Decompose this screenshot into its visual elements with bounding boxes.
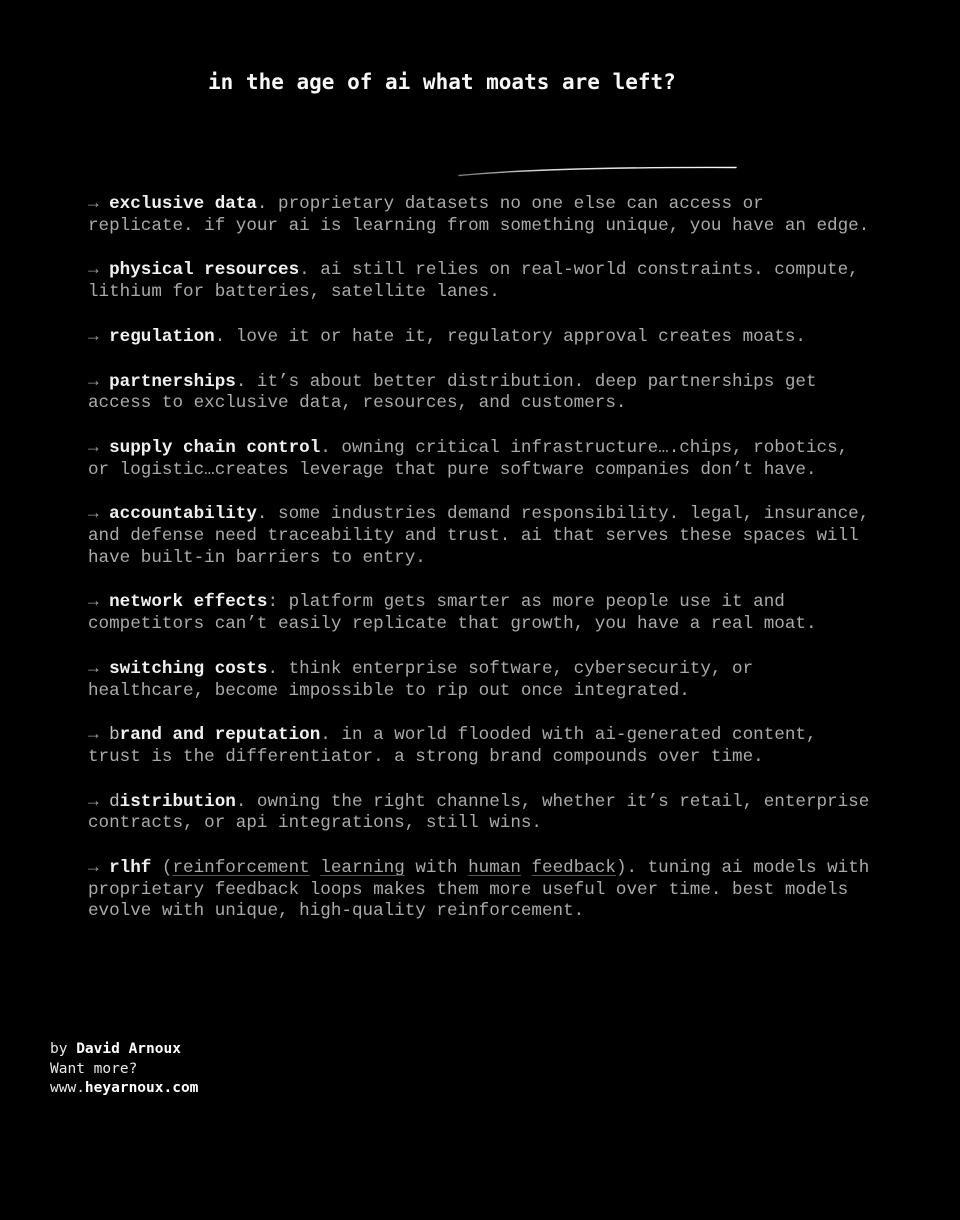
moat-item-accountability [88, 504, 875, 569]
title-underline-stroke [455, 162, 740, 178]
moat-list [88, 194, 960, 923]
arrow-right-icon: → [88, 194, 99, 214]
moat-item-network-effects [88, 592, 875, 635]
arrow-right-icon: → [88, 658, 99, 679]
underlined-word: human [468, 858, 521, 879]
item-body: . think enterprise software, cybersecurity, or healthcare, become impossible to rip out once integrated. [88, 658, 754, 701]
moat-item-regulation [88, 327, 875, 349]
underlined-word: feedback [531, 858, 616, 879]
arrow-right-icon: → [88, 326, 99, 347]
item-term: istribution [119, 791, 236, 812]
moat-item-exclusive-data [88, 194, 875, 237]
arrow-right-icon: → [88, 437, 99, 458]
item-body: . owning critical infrastructure….chips, robotics, or logistic…creates leverage that pure software companies don’t have. [88, 437, 849, 480]
underlined-word: reinforcement [172, 858, 310, 879]
item-body: . love it or hate it, regulatory approval creates moats. [214, 326, 806, 347]
moat-item-physical-resources [88, 260, 875, 303]
item-body: . it’s about better distribution. deep partnerships get access to exclusive data, resources, and customers. [88, 371, 817, 414]
moat-item-brand-and-reputation [88, 725, 875, 768]
item-prefix: b [109, 725, 120, 746]
item-prefix: d [109, 791, 120, 812]
item-body: . proprietary datasets no one else can access or replicate. if your ai is learning from something unique, you have an edge. [88, 194, 870, 236]
space [521, 858, 532, 878]
item-term: accountability [109, 504, 257, 525]
item-body: : platform gets smarter as more people use it and competitors can’t easily replicate that growth, you have a real moat. [88, 592, 817, 635]
arrow-right-icon: → [88, 858, 99, 879]
item-term: supply chain control [109, 437, 321, 458]
item-term: physical resources [109, 260, 300, 281]
arrow-right-icon: → [88, 592, 99, 613]
space [310, 858, 321, 878]
moat-item-partnerships [88, 372, 875, 415]
url-prefix: www. [50, 1080, 85, 1097]
item-term: network effects [109, 592, 268, 613]
page-title: in the age of ai what moats are left? [208, 70, 676, 94]
website-url [50, 1079, 960, 1099]
item-body: . some industries demand responsibility. legal, insurance, and defense need traceability and trust. ai that serves these spaces will have built-in barriers to entry. [88, 504, 870, 568]
item-term: switching costs [109, 658, 268, 679]
arrow-right-icon: → [88, 371, 99, 392]
moat-item-distribution [88, 792, 875, 835]
poster [0, 68, 960, 1220]
item-body: . in a world flooded with ai-generated content, trust is the differentiator. a strong brand compounds over time. [88, 725, 817, 767]
item-term: regulation [109, 326, 215, 347]
moat-item-supply-chain-control [88, 438, 875, 481]
underlined-word: learning [320, 858, 405, 879]
arrow-right-icon: → [88, 791, 99, 812]
arrow-right-icon: → [88, 260, 99, 281]
arrow-right-icon: → [88, 504, 99, 525]
want-more-text: Want more? [50, 1060, 138, 1077]
item-body: ). tuning ai models with proprietary feedback loops makes them more useful over time. best models evolve with unique, high-quality reinforcement. [88, 858, 870, 922]
item-body: . ai still relies on real-world constraints. compute, lithium for batteries, satellite lanes. [88, 260, 859, 303]
url-domain: heyarnoux.com [84, 1080, 199, 1097]
item-term: rlhf [109, 858, 152, 879]
arrow-right-icon: → [88, 725, 99, 746]
item-body: . owning the right channels, whether it’s retail, enterprise contracts, or api integrations, still wins. [88, 791, 870, 834]
byline-prefix: by [50, 1041, 77, 1058]
author-name: David Arnoux [76, 1041, 181, 1058]
item-term: rand and reputation [119, 725, 321, 746]
item-body-open: ( [151, 858, 173, 879]
byline [50, 1040, 960, 1060]
moat-item-switching-costs [88, 659, 875, 702]
moat-item-rlhf [88, 858, 875, 923]
item-term: partnerships [109, 371, 236, 392]
text-segment: with [404, 858, 469, 879]
item-term: exclusive data [109, 194, 257, 214]
footer [50, 1040, 960, 1152]
